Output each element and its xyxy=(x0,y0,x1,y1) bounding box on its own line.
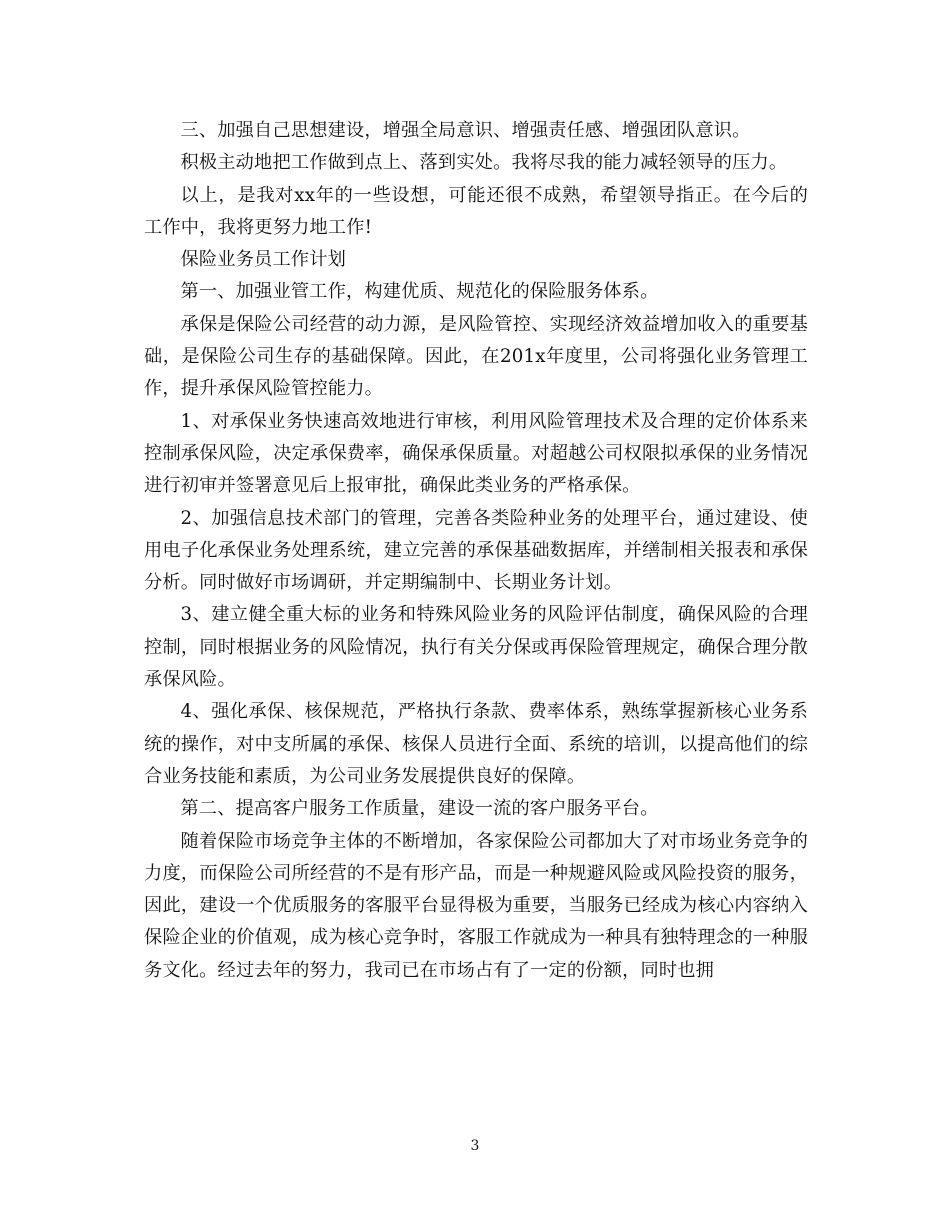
paragraph-customer-service: 随着保险市场竞争主体的不断增加，各家保险公司都加大了对市场业务竞争的力度，而保险公司所经营的不是有形产品，而是一种规避风险或风险投资的服务，因此，建设一个优质服务的客服平台显得极为重要，当服务已经成为核心内容纳入保险企业的价值观，成为核心竞争时，客服工作就成为一种具有独特理念的一种服务文化。经过去年的努力，我司已在市场占有了一定的份额，同时也拥 xyxy=(144,830,808,981)
page-body xyxy=(144,115,808,987)
paragraph-proactive-work: 积极主动地把工作做到点上、落到实处。我将尽我的能力减轻领导的压力。 xyxy=(180,152,788,174)
list-item-1: 1、对承保业务快速高效地进行审核，利用风险管理技术及合理的定价体系来控制承保风险，决定承保费率，确保承保质量。对超越公司权限拟承保的业务情况进行初审并签署意见后上报审批，确保此类业务的严格承保。 xyxy=(144,410,808,497)
paragraph-second-point: 第二、提高客户服务工作质量，建设一流的客户服务平台。 xyxy=(180,798,659,820)
paragraph-thought-building: 三、加强自己思想建设，增强全局意识、增强责任感、增强团队意识。 xyxy=(180,120,751,141)
page-number: 3 xyxy=(470,1138,480,1154)
paragraph-underwriting-basis: 承保是保险公司经营的动力源，是风险管控、实现经济效益增加收入的重要基础，是保险公司生存的基础保障。因此，在201x年度里，公司将强化业务管理工作，提升承保风险管控能力。 xyxy=(144,313,808,400)
section-title: 保险业务员工作计划 xyxy=(180,249,346,271)
list-item-3: 3、建立健全重大标的业务和特殊风险业务的风险评估制度，确保风险的合理控制，同时根据业务的风险情况，执行有关分保或再保险管理规定，确保合理分散承保风险。 xyxy=(144,604,808,691)
list-item-2: 2、加强信息技术部门的管理，完善各类险种业务的处理平台，通过建设、使用电子化承保业务处理系统，建立完善的承保基础数据库，并缮制相关报表和承保分析。同时做好市场调研，并定期编制中、长期业务计划。 xyxy=(144,507,808,594)
list-item-4: 4、强化承保、核保规范，严格执行条款、费率体系，熟练掌握新核心业务系统的操作，对中支所属的承保、核保人员进行全面、系统的培训，以提高他们的综合业务技能和素质，为公司业务发展提供良好的保障。 xyxy=(144,701,808,787)
paragraph-closing-remarks: 以上，是我对xx年的一些设想，可能还很不成熟，希望领导指正。在今后的工作中，我将更努力地工作! xyxy=(144,184,808,238)
paragraph-first-point: 第一、加强业管工作，构建优质、规范化的保险服务体系。 xyxy=(180,281,659,303)
